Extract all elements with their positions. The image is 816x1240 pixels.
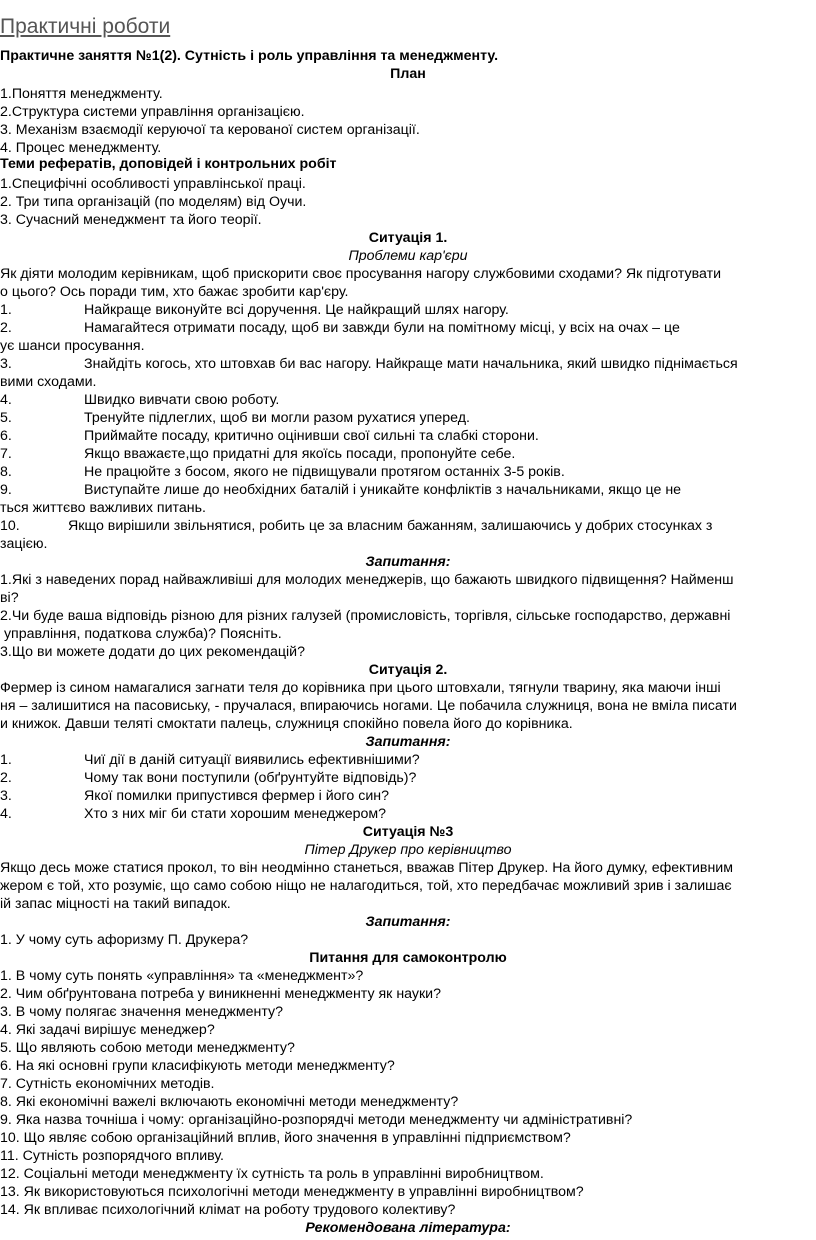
situation3-question: 1. У чому суть афоризму П. Друкера? [0, 932, 249, 948]
situation1-intro: Як діяти молодим керівникам, щоб прискорити своє просування нагору службовими сходами? Як підготувати [0, 266, 722, 282]
self-control-item: 1. В чому суть понять «управління» та «менеджмент»? [0, 968, 364, 984]
plan-item: 4. Процес менеджменту. [0, 140, 162, 156]
situation2-question-number: 2. [0, 770, 12, 786]
situation3-text: Якщо десь може статися прокол, то він неодмінно станеться, вважав Пітер Друкер. На його думку, ефективним [0, 860, 733, 876]
tip-number: 9. [0, 482, 12, 498]
tip-text-continued: ує шанси просування. [0, 338, 145, 354]
situation2-question: Чиї дії в даній ситуації виявились ефективнішими? [84, 752, 420, 768]
situation3-questions-heading: Запитання: [365, 914, 451, 930]
plan-item: 2.Структура системи управління організацією. [0, 104, 305, 120]
self-control-heading: Питання для самоконтролю [309, 950, 507, 966]
topics-heading: Теми рефератів, доповідей і контрольних робіт [0, 156, 337, 172]
tip-number: 2. [0, 320, 12, 336]
situation3-text: ій запас міцності на такий випадок. [0, 896, 231, 912]
situation1-question: 2.Чи буде ваша відповідь різною для різних галузей (промисловість, торгівля, сільське господарство, державні [0, 608, 731, 624]
tip-number: 5. [0, 410, 12, 426]
plan-heading: План [390, 66, 426, 82]
tip-number: 8. [0, 464, 12, 480]
tip-number: 10. [0, 518, 20, 534]
tip-number: 3. [0, 356, 12, 372]
self-control-item: 12. Соціальні методи менеджменту їх сутність та роль в управлінні виробництвом. [0, 1166, 544, 1182]
literature-heading: Рекомендована література: [305, 1220, 511, 1236]
topic-item: 3. Сучасний менеджмент та його теорії. [0, 212, 262, 228]
self-control-item: 14. Як впливає психологічний клімат на роботу трудового колективу? [0, 1202, 456, 1218]
tip-text: Виступайте лише до необхідних баталій і уникайте конфліктів з начальниками, якщо це не [84, 482, 682, 498]
self-control-item: 2. Чим обґрунтована потреба у виникненні менеджменту як науки? [0, 986, 442, 1002]
self-control-item: 3. В чому полягає значення менеджменту? [0, 1004, 284, 1020]
tip-text: Швидко вивчати свою роботу. [84, 392, 280, 408]
tip-number: 6. [0, 428, 12, 444]
self-control-item: 13. Як використовуються психологічні методи менеджменту в управлінні виробництвом? [0, 1184, 584, 1200]
situation2-text: Фермер із сином намагалися загнати теля до корівника при цього штовхали, тягнули тварину, яка маючи інші [0, 680, 721, 696]
plan-item: 1.Поняття менеджменту. [0, 86, 163, 102]
situation2-question-number: 3. [0, 788, 12, 804]
self-control-item: 7. Сутність економічних методів. [0, 1076, 215, 1092]
tip-text-continued: вими сходами. [0, 374, 97, 390]
tip-text: Приймайте посаду, критично оцінивши свої сильні та слабкі сторони. [84, 428, 539, 444]
situation1-question: 3.Що ви можете додати до цих рекомендацій? [0, 644, 305, 660]
situation2-heading: Ситуація 2. [368, 662, 448, 678]
self-control-item: 10. Що являє собою організаційний вплив, його значення в управлінні підприємством? [0, 1130, 571, 1146]
situation2-question: Чому так вони поступили (обґрунтуйте відповідь)? [84, 770, 417, 786]
tip-text: Найкраще виконуйте всі доручення. Це найкращий шлях нагору. [84, 302, 509, 318]
tip-text-continued: ться життєво важливих питань. [0, 500, 206, 516]
self-control-item: 9. Яка назва точніша і чому: організаційно-розпорядчі методи менеджменту чи адміністративні? [0, 1112, 633, 1128]
tip-text: Знайдіть когось, хто штовхав би вас нагору. Найкраще мати начальника, який швидко піднімається [84, 356, 738, 372]
self-control-item: 5. Що являють собою методи менеджменту? [0, 1040, 295, 1056]
situation1-heading: Ситуація 1. [368, 230, 448, 246]
situation1-intro: о цього? Ось поради тим, хто бажає зробити кар'єру. [0, 284, 349, 300]
situation3-heading: Ситуація №3 [362, 824, 454, 840]
situation2-question: Хто з них міг би стати хорошим менеджером? [84, 806, 387, 822]
tip-text-continued: зацією. [0, 536, 48, 552]
topic-item: 2. Три типа організацій (по моделям) від Оучи. [0, 194, 307, 210]
tip-number: 1. [0, 302, 12, 318]
lesson-heading: Практичне заняття №1(2). Сутність і роль управління та менеджменту. [0, 48, 499, 64]
situation2-questions-heading: Запитання: [365, 734, 451, 750]
situation1-question: ві? [0, 590, 19, 606]
situation1-subtitle: Проблеми кар'єри [348, 248, 468, 264]
plan-item: 3. Механізм взаємодії керуючої та керованої систем організації. [0, 122, 420, 138]
situation2-text: и книжок. Давши теляті смоктати палець, служниця спокійно повела його до корівника. [0, 716, 573, 732]
situation3-text: жером є той, хто розуміє, що само собою ніщо не налагодиться, той, хто передбачає можливий зрив і залишає [0, 878, 732, 894]
self-control-item: 8. Які економічні важелі включають економічні методи менеджменту? [0, 1094, 459, 1110]
situation2-question-number: 1. [0, 752, 12, 768]
tip-number: 4. [0, 392, 12, 408]
tip-number: 7. [0, 446, 12, 462]
tip-text: Тренуйте підлеглих, щоб ви могли разом рухатися уперед. [84, 410, 470, 426]
self-control-item: 4. Які задачі вирішує менеджер? [0, 1022, 215, 1038]
tip-text: Не працюйте з босом, якого не підвищували протягом останніх 3-5 років. [84, 464, 565, 480]
self-control-item: 11. Сутність розпорядчого впливу. [0, 1148, 224, 1164]
page-title: Практичні роботи [0, 15, 171, 38]
tip-text: Якщо вважаєте,що придатні для якоїсь посади, пропонуйте себе. [84, 446, 516, 462]
self-control-item: 6. На які основні групи класифікують методи менеджменту? [0, 1058, 395, 1074]
situation1-question: 1.Які з наведених порад найважливіші для молодих менеджерів, що бажають швидкого підвищення? Найменш [0, 572, 734, 588]
situation2-question-number: 4. [0, 806, 12, 822]
situation1-question: управління, податкова служба)? Поясніть. [0, 626, 282, 642]
tip-text: Якщо вирішили звільнятися, робить це за власним бажанням, залишаючись у добрих стосунках з [68, 518, 713, 534]
situation1-questions-heading: Запитання: [365, 554, 451, 570]
tip-text: Намагайтеся отримати посаду, щоб ви завжди були на помітному місці, у всіх на очах – це [84, 320, 680, 336]
situation2-question: Якої помилки припустився фермер і його син? [84, 788, 389, 804]
situation2-text: ня – залишитися на пасовиську, - пручалася, впираючись ногами. Це побачила служниця, вона не вміла писати [0, 698, 737, 714]
situation3-subtitle: Пітер Друкер про керівництво [304, 842, 512, 858]
topic-item: 1.Специфічні особливості управлінської праці. [0, 176, 306, 192]
